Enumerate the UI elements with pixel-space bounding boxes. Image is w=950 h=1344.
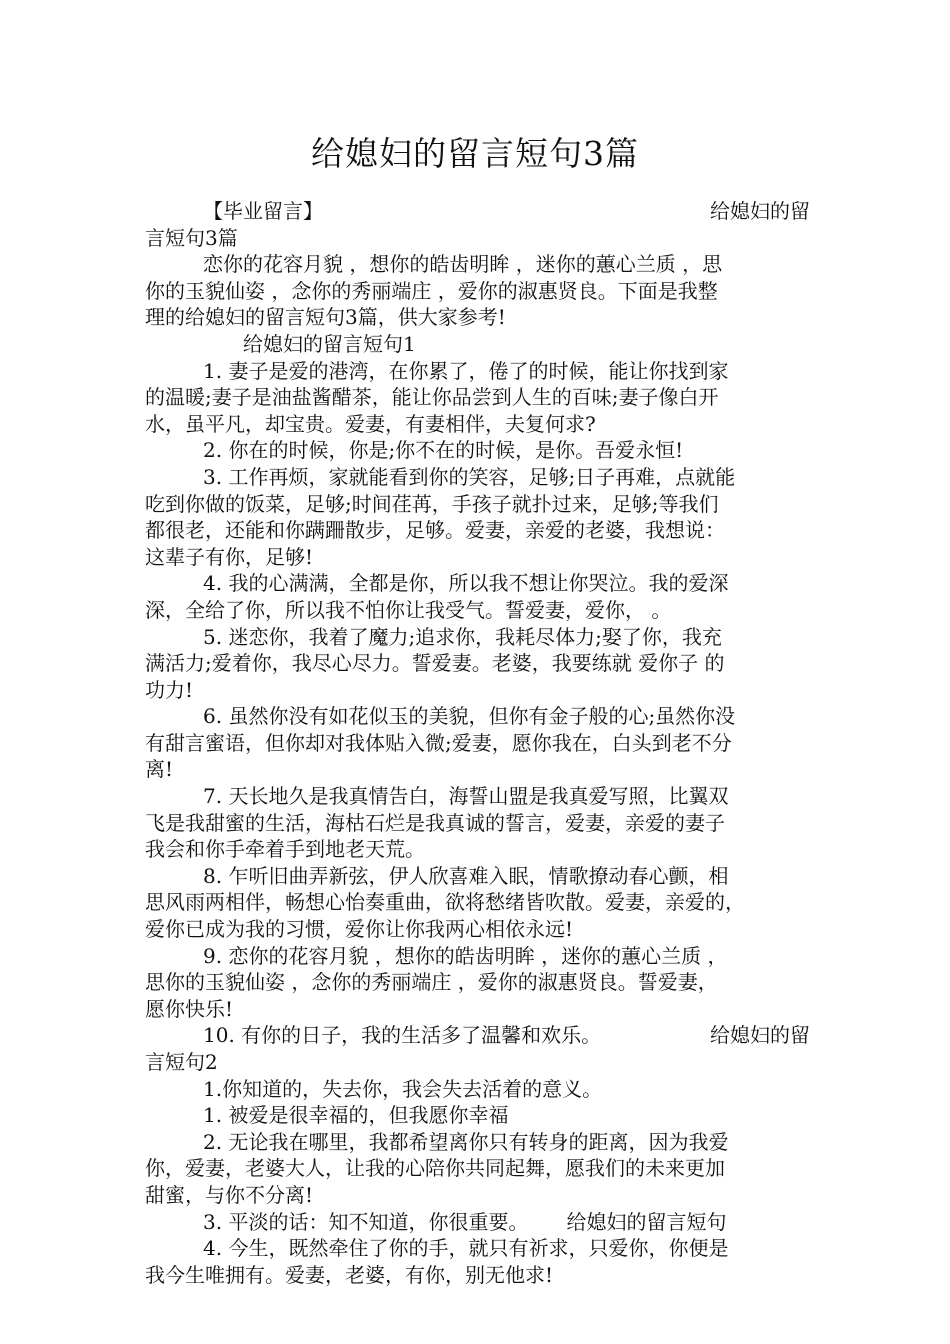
text-span: 给媳妇的留言短句 [566,1209,727,1234]
text-line: 愿你快乐! [145,996,234,1021]
text-line [145,198,810,225]
text-line: 4. 我的心满满，全都是你，所以我不想让你哭泣。我的爱深 [203,571,729,596]
text-line: 甜蜜，与你不分离! [145,1182,314,1207]
text-line: 思你的玉貌仙姿 ，念你的秀丽端庄 ，爱你的淑惠贤良。誓爱妻， [145,970,718,995]
text-span: 给媳妇的留 [710,1023,810,1048]
section-heading: 给媳妇的留言短句1 [243,331,416,356]
text-line: 10. 有你的日子，我的生活多了温馨和欢乐。 给媳妇的留 [203,1023,810,1048]
text-line: 深，全给了你，所以我不怕你让我受气。誓爱妻，爱你， 。 [145,597,672,622]
text-line: 我会和你手牵着手到地老天荒。 [145,837,425,862]
page-title: 给媳妇的留言短句3篇 [311,134,639,173]
text-line: 思风雨两相伴，畅想心怡奏重曲，欲将愁绪皆吹散。爱妻，亲爱的， [145,890,745,915]
text-line: 你的玉貌仙姿 ，念你的秀丽端庄 ，爱你的淑惠贤良。下面是我整 [145,278,718,303]
text-line: 我今生唯拥有。爱妻，老婆，有你，别无他求! [145,1262,554,1287]
text-line: 功力! [145,677,194,702]
text-line: 1. 被爱是很幸福的，但我愿你幸福 [203,1103,509,1128]
text-line: 4. 今生，既然牵住了你的手，就只有祈求，只爱你，你便是 [203,1236,729,1261]
text-line: 1. 妻子是爱的港湾，在你累了，倦了的时候，能让你找到家 [203,358,729,383]
text-line: 3. 平淡的话：知不知道，你很重要。 给媳妇的留言短句 [203,1209,727,1234]
text-line: 2. 你在的时候，你是;你不在的时候，是你。吾爱永恒! [203,438,684,463]
text-line: 8. 乍听旧曲弄新弦，伊人欣喜难入眠，情歌撩动春心颤，相 [203,863,729,888]
text-line: 2. 无论我在哪里，我都希望离你只有转身的距离，因为我爱 [203,1129,729,1154]
text-span: 给媳妇的留 [710,199,810,223]
text-line: 离! [145,757,174,782]
text-line: 吃到你做的饭菜，足够;时间荏苒，手孩子就扑过来，足够;等我们 [145,491,719,516]
text-line: 水，虽平凡，却宝贵。爱妻，有妻相伴，夫复何求? [145,411,596,436]
text-line: 言短句3篇 [145,225,238,250]
text-line: 飞是我甜蜜的生活，海枯石烂是我真诚的誓言，爱妻，亲爱的妻子 [145,810,725,835]
text-line: 7. 天长地久是我真情告白，海誓山盟是我真爱写照，比翼双 [203,784,729,809]
text-line: 言短句2 [145,1050,218,1074]
text-line: 的温暖;妻子是油盐酱醋茶，能让你品尝到人生的百味;妻子像白开 [145,385,719,410]
text-line: 满活力;爱着你，我尽心尽力。誓爱妻。老婆，我要练就 爱你子 的 [145,651,725,676]
text-line: 你，爱妻，老婆大人，让我的心陪你共同起舞，愿我们的未来更加 [145,1156,725,1181]
heading-tag: 【毕业留言】 [203,199,323,223]
text-line: 1.你知道的，失去你，我会失去活着的意义。 [203,1076,603,1101]
text-line: 3. 工作再烦，家就能看到你的笑容，足够;日子再难，点就能 [203,464,736,489]
text-line: 5. 迷恋你，我着了魔力;追求你，我耗尽体力;娶了你，我充 [203,624,722,649]
document-body [145,198,810,1288]
text-line: 都很老，还能和你蹒跚散步，足够。爱妻，亲爱的老婆，我想说： [145,518,725,543]
text-line: 爱你已成为我的习惯，爱你让你我两心相依永远! [145,917,574,942]
text-line: 6. 虽然你没有如花似玉的美貌，但你有金子般的心;虽然你没 [203,704,736,729]
text-line: 这辈子有你，足够! [145,544,314,569]
text-line: 有甜言蜜语，但你却对我体贴入微;爱妻，愿你我在，白头到老不分 [145,730,732,755]
text-line: 理的给媳妇的留言短句3篇，供大家参考! [145,305,506,330]
text-line: 恋你的花容月貌 ，想你的皓齿明眸 ，迷你的蕙心兰质 ，思 [203,252,723,277]
text-line: 9. 恋你的花容月貌 ，想你的皓齿明眸 ，迷你的蕙心兰质 ， [203,943,728,968]
